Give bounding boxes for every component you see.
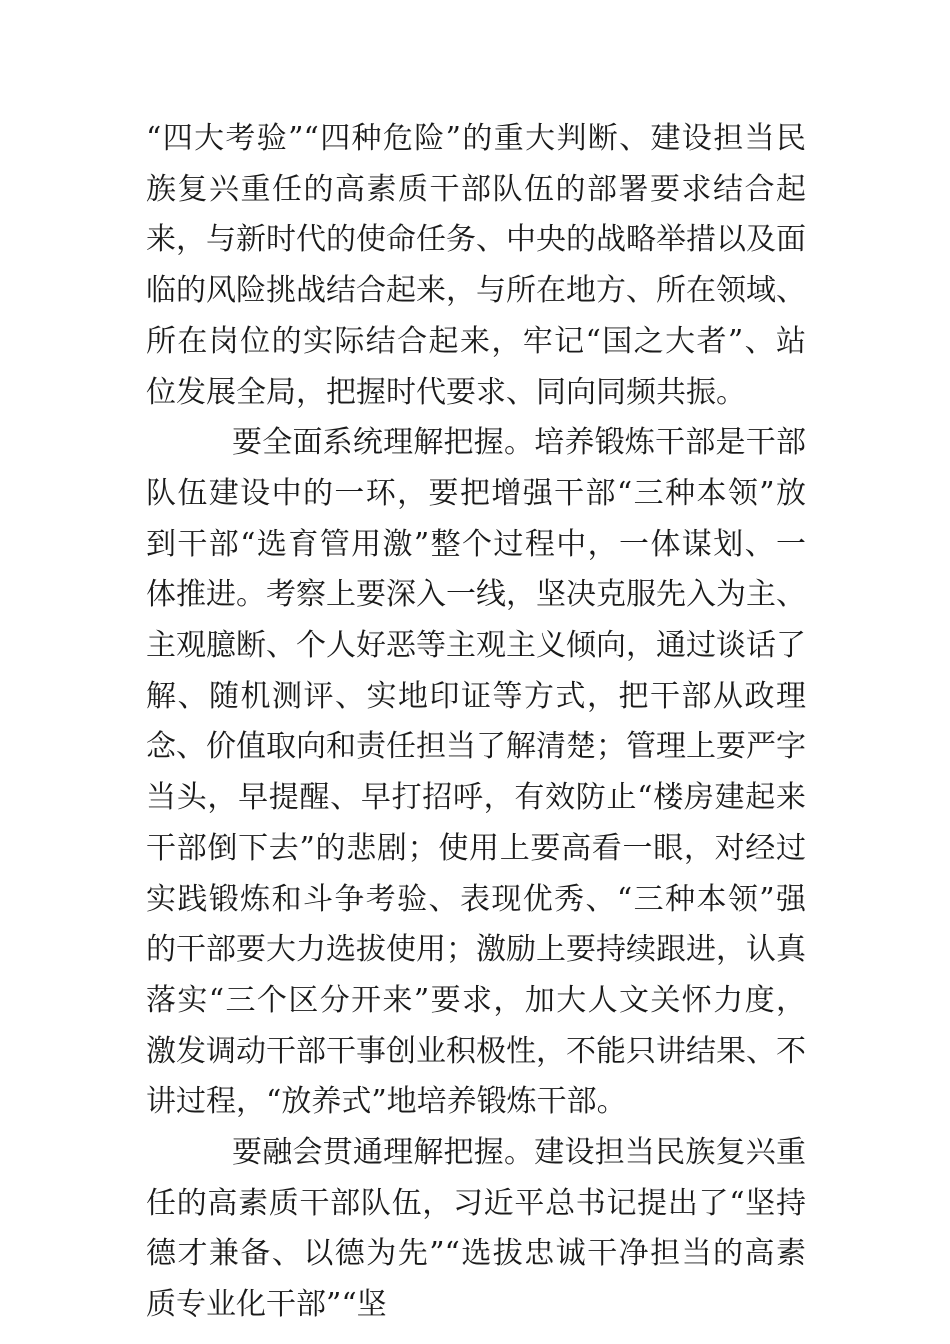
paragraph-continuation: “四大考验”“四种危险”的重大判断、建设担当民族复兴重任的高素质干部队伍的部署要求结合起来，与新时代的使命任务、中央的战略举措以及面临的风险挑战结合起来，与所在地方、所在领域、所在岗位的实际结合起来，牢记“国之大者”、站位发展全局，把握时代要求、同向同频共振。 — [146, 121, 806, 410]
document-body — [146, 114, 806, 1331]
paragraph-integrated-understanding: 要融会贯通理解把握。建设担当民族复兴重任的高素质干部队伍，习近平总书记提出了“坚持德才兼备、以德为先”“选拔忠诚干净担当的高素质专业化干部”“坚 — [146, 1135, 806, 1323]
paragraph-comprehensive-understanding: 要全面系统理解把握。培养锻炼干部是干部队伍建设中的一环，要把增强干部“三种本领”放到干部“选育管用激”整个过程中，一体谋划、一体推进。考察上要深入一线，坚决克服先入为主、主观臆断、个人好恶等主观主义倾向，通过谈话了解、随机测评、实地印证等方式，把干部从政理念、价值取向和责任担当了解清楚；管理上要严字当头，早提醒、早打招呼，有效防止“楼房建起来干部倒下去”的悲剧；使用上要高看一眼，对经过实践锻炼和斗争考验、表现优秀、“三种本领”强的干部要大力选拔使用；激励上要持续跟进，认真落实“三个区分开来”要求，加大人文关怀力度，激发调动干部干事创业积极性，不能只讲结果、不讲过程，“放养式”地培养锻炼干部。 — [146, 425, 806, 1120]
